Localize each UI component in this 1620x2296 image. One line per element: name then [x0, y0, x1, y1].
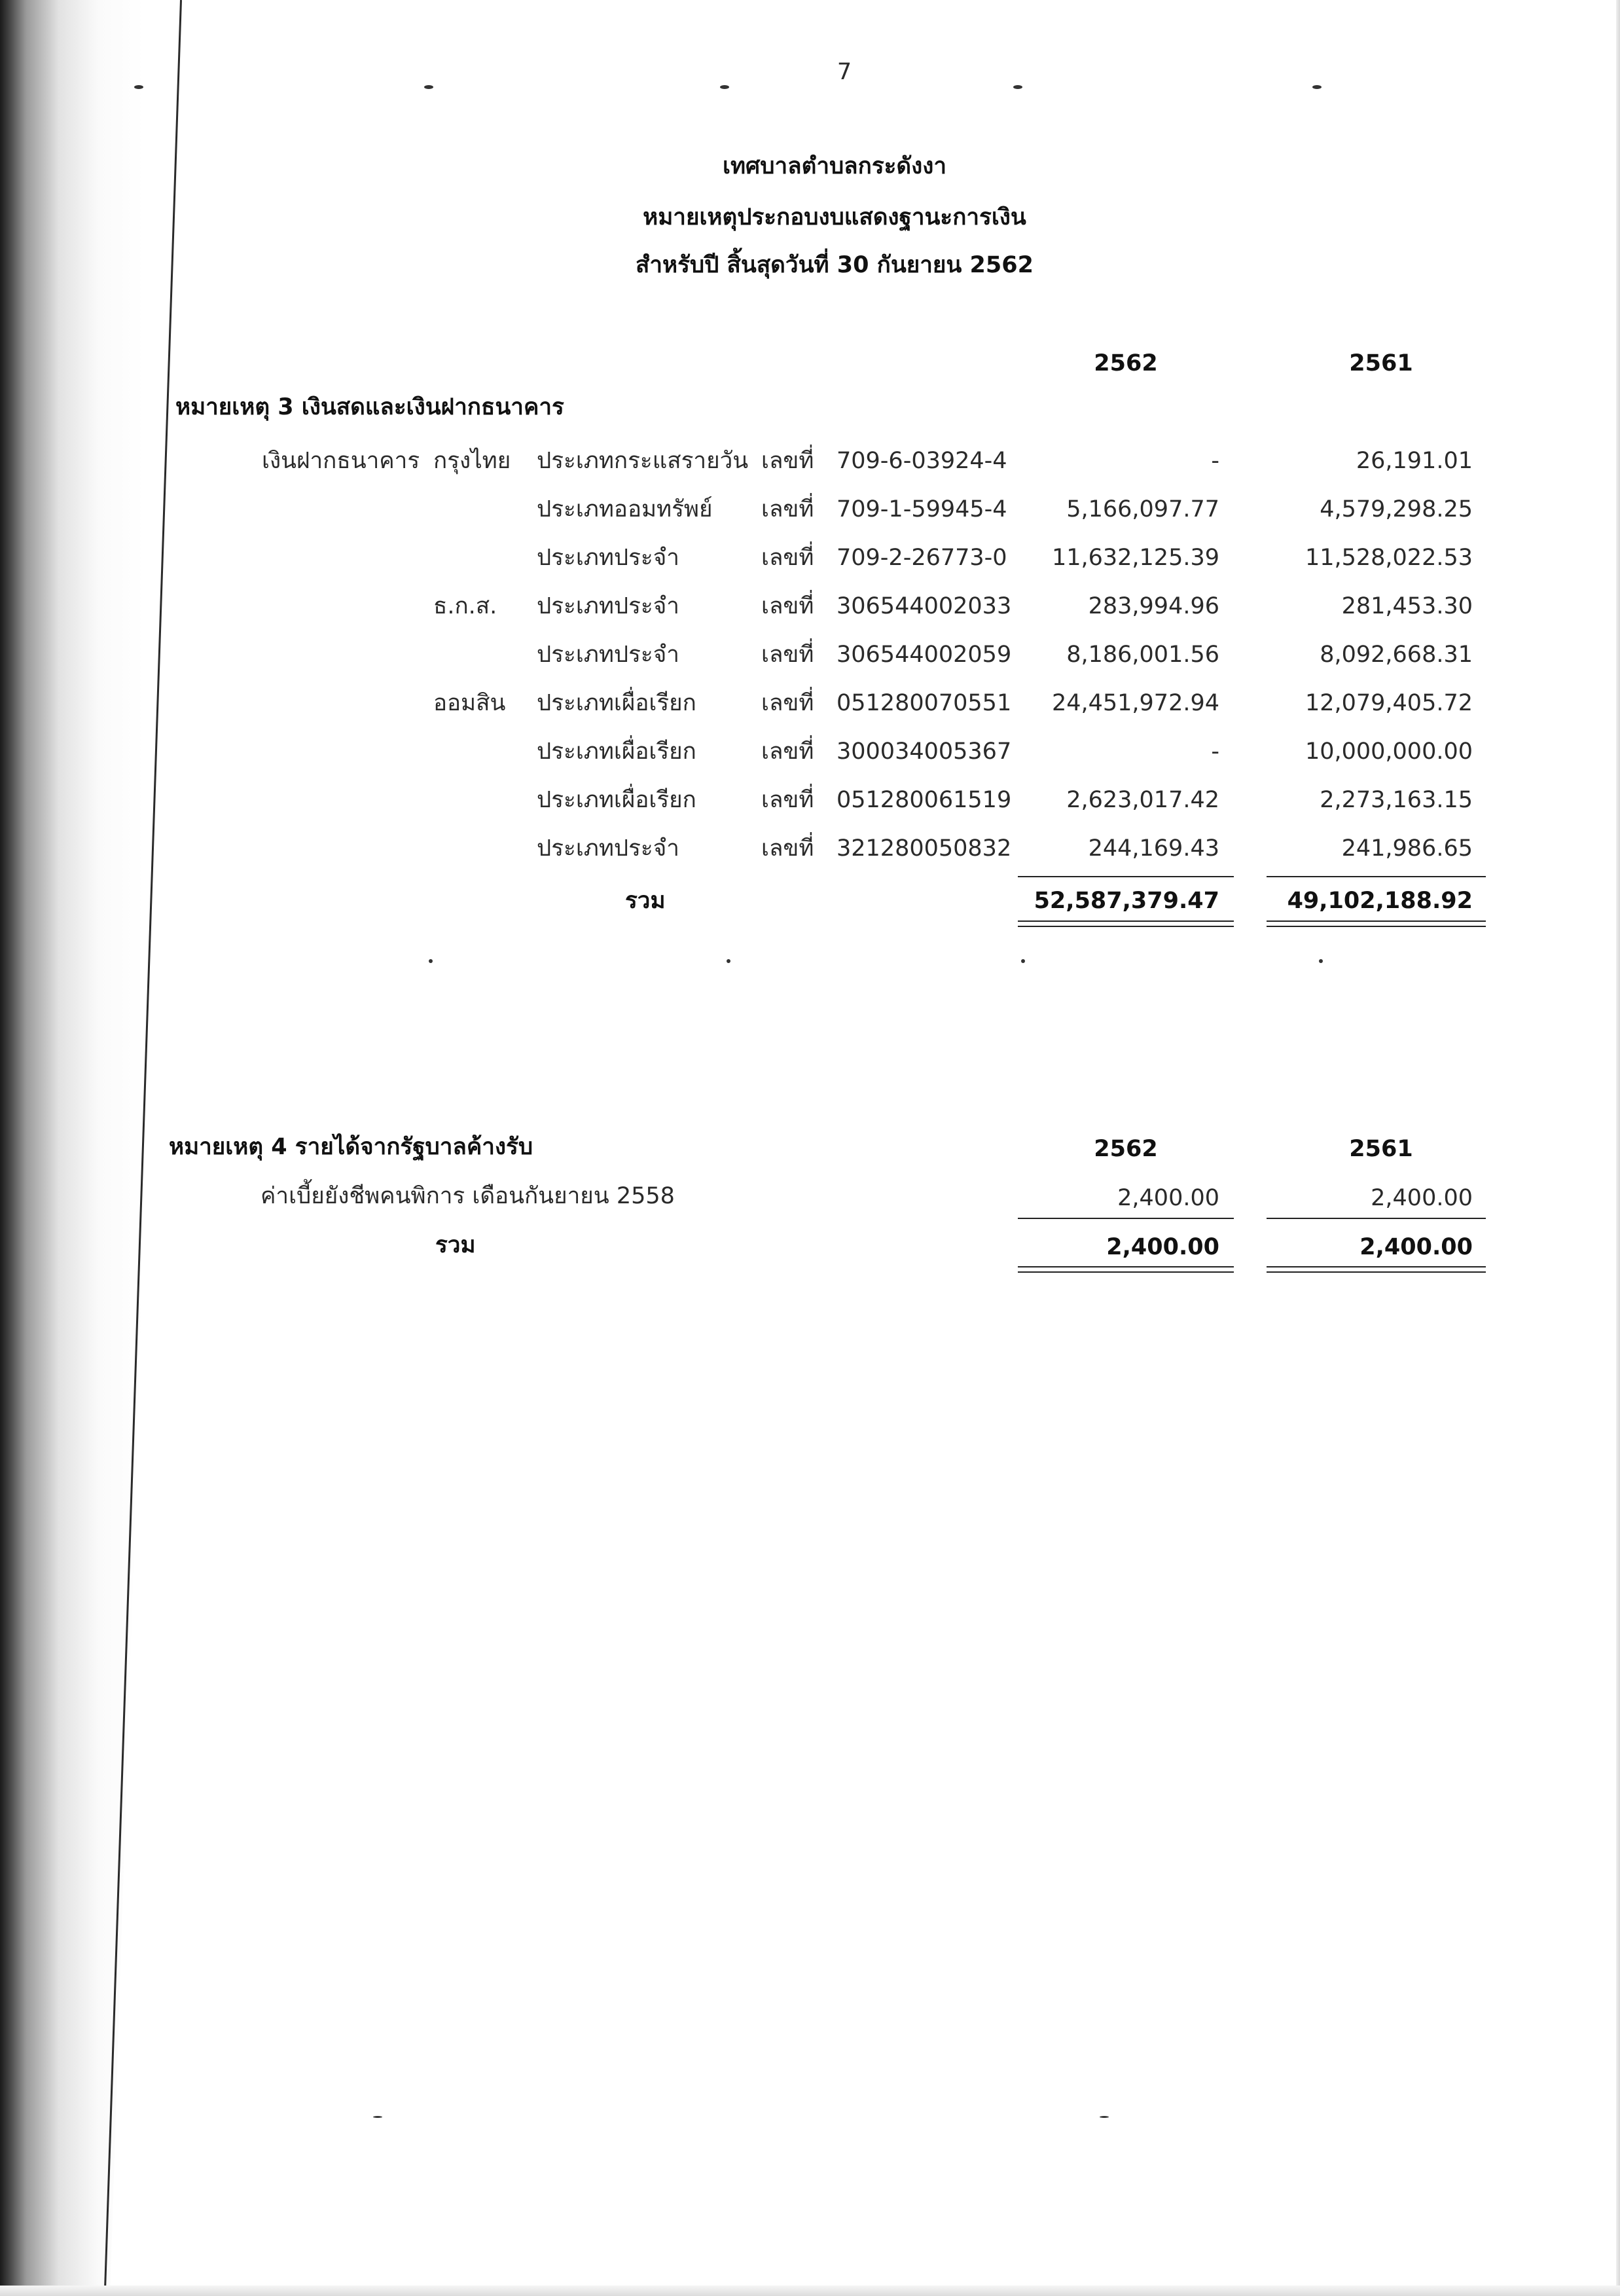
note3-row-value-2561: 281,453.30 [1341, 593, 1473, 619]
note3-total-2561: 49,102,188.92 [1287, 888, 1473, 914]
doc-title-org: เทศบาลตำบลกระดังงา [723, 153, 946, 179]
note3-row-account-number: 051280061519 [837, 787, 1012, 813]
note3-row-account-number: 306544002033 [837, 593, 1012, 619]
note3-subtotal-rule-2562 [1018, 876, 1234, 877]
note4-col-2561: 2561 [1349, 1136, 1413, 1162]
scan-speck [134, 85, 143, 89]
note3-row-value-2561: 2,273,163.15 [1320, 787, 1473, 813]
note3-col-2561: 2561 [1349, 350, 1413, 376]
note3-row-value-2561: 12,079,405.72 [1305, 690, 1473, 716]
scan-speck [373, 2116, 382, 2118]
note4-total-double-rule-2561 [1267, 1266, 1486, 1273]
note4-total-label: รวม [435, 1232, 476, 1258]
note3-row-value-2562: 244,169.43 [1088, 835, 1219, 862]
note4-item-2561: 2,400.00 [1371, 1185, 1473, 1211]
note4-col-2562: 2562 [1094, 1136, 1158, 1162]
note3-row-value-2562: 11,632,125.39 [1051, 545, 1219, 571]
scan-speck [1100, 2116, 1109, 2118]
note3-row-value-2562: 2,623,017.42 [1066, 787, 1219, 813]
doc-title-period: สำหรับปี สิ้นสุดวันที่ 30 กันยายน 2562 [636, 252, 1034, 278]
note3-row-value-2561: 10,000,000.00 [1305, 738, 1473, 765]
doc-title-statement: หมายเหตุประกอบงบแสดงฐานะการเงิน [643, 204, 1026, 230]
note4-item-2562: 2,400.00 [1117, 1185, 1219, 1211]
note4-title: หมายเหตุ 4 รายได้จากรัฐบาลค้างรับ [169, 1134, 533, 1160]
note3-row-value-2562: - [1211, 448, 1219, 474]
note3-row-account-label: เลขที่ [761, 545, 814, 571]
note3-row-type: ประเภทเผื่อเรียก [537, 738, 696, 765]
note3-row-type: ประเภทประจำ [537, 642, 679, 668]
note4-total-double-rule-2562 [1018, 1266, 1234, 1273]
note3-row-account-number: 709-2-26773-0 [837, 545, 1007, 571]
note3-row-account-label: เลขที่ [761, 496, 814, 522]
scan-speck [1013, 85, 1022, 89]
note3-row-account-number: 709-1-59945-4 [837, 496, 1007, 522]
note3-row-account-label: เลขที่ [761, 738, 814, 765]
note3-row-account-label: เลขที่ [761, 448, 814, 474]
note3-total-double-rule-2561 [1267, 920, 1486, 927]
scan-speck [1319, 959, 1323, 963]
note3-row-account-number: 306544002059 [837, 642, 1012, 668]
note3-row-account-label: เลขที่ [761, 593, 814, 619]
note3-title: หมายเหตุ 3 เงินสดและเงินฝากธนาคาร [175, 394, 564, 420]
note3-row-bank: ธ.ก.ส. [433, 593, 497, 619]
note3-total-label: รวม [625, 888, 666, 914]
note3-row-value-2562: 8,186,001.56 [1066, 642, 1219, 668]
note3-row-value-2561: 4,579,298.25 [1320, 496, 1473, 522]
note4-subtotal-rule-2562 [1018, 1218, 1234, 1219]
note4-item-label: ค่าเบี้ยยังชีพคนพิการ เดือนกันยายน 2558 [261, 1183, 675, 1209]
note3-row-value-2562: 24,451,972.94 [1051, 690, 1219, 716]
note3-row-value-2562: 283,994.96 [1088, 593, 1219, 619]
note3-row-type: ประเภทประจำ [537, 545, 679, 571]
note3-row-value-2562: 5,166,097.77 [1066, 496, 1219, 522]
note3-col-2562: 2562 [1094, 350, 1158, 376]
note3-row-type: ประเภทออมทรัพย์ [537, 496, 713, 522]
scan-binding-shadow [0, 0, 190, 2296]
note3-row-account-number: 321280050832 [837, 835, 1012, 862]
note3-row-bank: กรุงไทย [433, 448, 511, 474]
note3-row-value-2561: 8,092,668.31 [1320, 642, 1473, 668]
scan-right-edge [1616, 0, 1620, 2296]
note3-row-type: ประเภทเผื่อเรียก [537, 690, 696, 716]
scan-speck [429, 959, 433, 963]
note3-row-account-label: เลขที่ [761, 835, 814, 862]
page-number: 7 [837, 59, 852, 85]
note3-row-account-number: 300034005367 [837, 738, 1012, 765]
note3-row-type: ประเภทกระแสรายวัน [537, 448, 749, 474]
note3-label-bank-deposit: เงินฝากธนาคาร [262, 448, 420, 474]
note3-row-value-2561: 26,191.01 [1356, 448, 1473, 474]
scan-speck [1312, 85, 1322, 89]
note3-row-value-2562: - [1211, 738, 1219, 765]
scan-speck [1021, 959, 1025, 963]
note3-row-account-label: เลขที่ [761, 642, 814, 668]
note3-row-bank: ออมสิน [433, 690, 506, 716]
note3-row-type: ประเภทประจำ [537, 593, 679, 619]
note3-row-account-label: เลขที่ [761, 787, 814, 813]
note4-total-2562: 2,400.00 [1106, 1234, 1219, 1260]
note3-total-double-rule-2562 [1018, 920, 1234, 927]
note3-row-type: ประเภทประจำ [537, 835, 679, 862]
note3-row-account-label: เลขที่ [761, 690, 814, 716]
scan-speck [720, 85, 729, 89]
note4-total-2561: 2,400.00 [1359, 1234, 1473, 1260]
note3-row-value-2561: 11,528,022.53 [1305, 545, 1473, 571]
note3-total-2562: 52,587,379.47 [1034, 888, 1219, 914]
scan-bottom-edge [0, 2286, 1620, 2296]
note3-subtotal-rule-2561 [1267, 876, 1486, 877]
note3-row-account-number: 709-6-03924-4 [837, 448, 1007, 474]
note4-subtotal-rule-2561 [1267, 1218, 1486, 1219]
scan-speck [424, 85, 433, 89]
scan-speck [727, 959, 730, 963]
note3-row-value-2561: 241,986.65 [1341, 835, 1473, 862]
note3-row-account-number: 051280070551 [837, 690, 1012, 716]
note3-row-type: ประเภทเผื่อเรียก [537, 787, 696, 813]
